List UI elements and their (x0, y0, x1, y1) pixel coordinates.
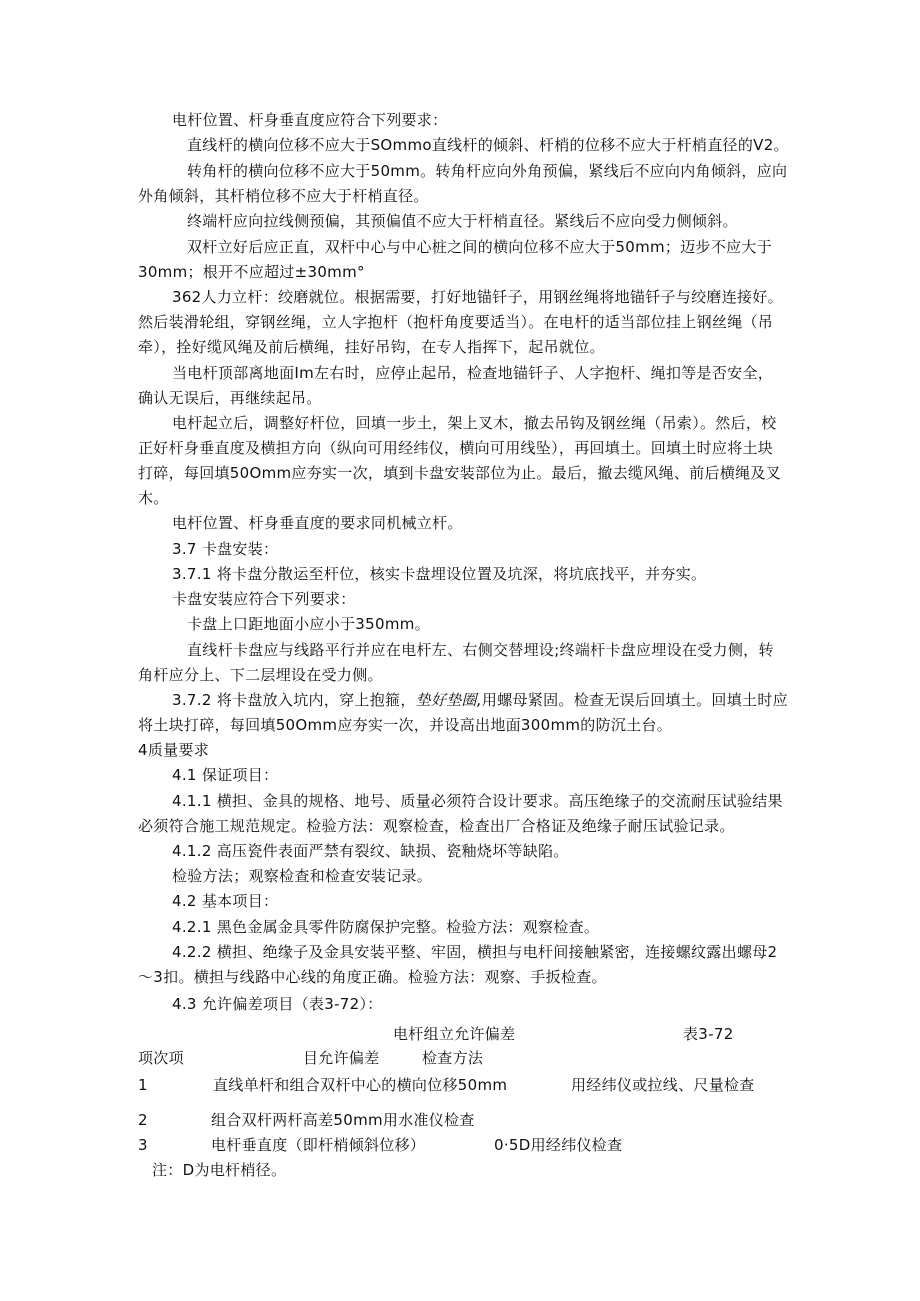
table-header-cell: 目允许偏差 (303, 1049, 380, 1067)
paragraph-line: 转角杆的横向位移不应大于50mm。转角杆应向外角预偏，紧线后不应向内角倾斜，应向 (187, 162, 788, 180)
section-heading: 4.3 允许偏差项目（表3-72）： (172, 995, 383, 1013)
paragraph-line: 直线杆的横向位移不应大于SOmmo直线杆的倾斜、杆梢的位移不应大于杆梢直径的V2。 (187, 136, 789, 154)
italic-text: 垫好垫圈, (415, 691, 482, 709)
paragraph-line: 双杆立好后应正直，双杆中心与中心桩之间的横向位移不应大于50mm；迈步不应大于 (187, 238, 773, 256)
paragraph-line: 木。 (138, 489, 169, 507)
paragraph-text: 3.7.2 将卡盘放入坑内，穿上抱箍， (172, 691, 416, 709)
table-header-cell: 项次项 (138, 1049, 184, 1067)
paragraph-line (172, 690, 788, 710)
paragraph-line: 4.1.1 横担、金具的规格、地号、质量必须符合设计要求。高压绝缘子的交流耐压试验结果 (172, 792, 783, 810)
paragraph-line: 4.2.2 横担、绝缘子及金具安装平整、牢固，横担与电杆间接触紧密，连接螺纹露出螺母2 (172, 943, 778, 961)
paragraph-line: ～3扣。横担与线路中心线的角度正确。检验方法：观察、手扳检查。 (138, 968, 607, 986)
paragraph-line: 确认无误后，再继续起吊。 (138, 389, 322, 407)
paragraph-line: 检验方法；观察检查和检查安装记录。 (172, 867, 433, 885)
table-cell-item: 直线单杆和组合双杆中心的横向位移50mm (213, 1076, 508, 1094)
paragraph-line: 打碎，每回填50Omm应夯实一次，填到卡盘安装部位为止。最后，撤去缆风绳、前后横绳及叉 (138, 464, 782, 482)
paragraph-line: 终端杆应向拉线侧预偏，其预偏值不应大于杆梢直径。紧线后不应向受力侧倾斜。 (187, 212, 738, 230)
table-title: 电杆组立允许偏差 (393, 1025, 516, 1043)
paragraph-line: 30mm；根开不应超过±30mm° (138, 263, 365, 281)
paragraph-line: 362人力立杆：绞磨就位。根据需要，打好地锚钎子，用钢丝绳将地锚钎子与绞磨连接好。 (172, 288, 783, 306)
paragraph-line: 4.2.1 黑色金属金具零件防腐保护完整。检验方法：观察检查。 (172, 918, 600, 936)
section-heading: 4.2 基本项目： (172, 892, 279, 910)
paragraph-line: 4.1.2 高压瓷件表面严禁有裂纹、缺损、瓷釉烧坏等缺陷。 (172, 842, 569, 860)
paragraph-line: 当电杆顶部离地面Im左右时，应停止起吊，检查地锚钎子、人字抱杆、绳扣等是否安全， (172, 364, 774, 382)
table-number: 表3-72 (683, 1025, 734, 1043)
table-cell-no: 3 (138, 1136, 148, 1154)
table-cell-item: 电杆垂直度（即杆梢倾斜位移） (211, 1136, 426, 1154)
table-cell-method: 用经纬仪或拉线、尺量检查 (571, 1076, 755, 1094)
paragraph-line: 外角倾斜，其杆梢位移不应大于杆梢直径。 (138, 187, 429, 205)
table-cell-item: 组合双杆两杆高差50mm用水准仪检查 (211, 1111, 475, 1129)
paragraph-line: 牵），拴好缆风绳及前后横绳，挂好吊钩，在专人指挥下，起吊就位。 (138, 338, 605, 356)
table-header-cell: 检查方法 (422, 1049, 484, 1067)
paragraph-line: 卡盘上口距地面小应小于350mm。 (187, 615, 430, 633)
paragraph-line: 电杆位置、杆身垂直度应符合下列要求： (172, 111, 448, 129)
paragraph-line: 电杆起立后，调整好杆位，回填一步土，架上叉木，撤去吊钩及钢丝绳（吊索）。然后，校 (172, 414, 777, 432)
section-heading: 4.1 保证项目： (172, 766, 279, 784)
paragraph-line: 正好杆身垂直度及横担方向（纵向可用经纬仪，横向可用线坠），再回填土。回填土时应将土块 (138, 439, 774, 457)
table-cell-no: 1 (138, 1076, 148, 1094)
section-heading: 3.7 卡盘安装： (172, 540, 279, 558)
paragraph-line: 角杆应分上、下二层埋设在受力侧。 (138, 666, 383, 684)
paragraph-text: 用螺母紧固。检查无误后回填土。回填土时应 (481, 691, 788, 709)
table-note: 注：D为电杆梢径。 (152, 1161, 287, 1179)
paragraph-line: 3.7.1 将卡盘分散运至杆位，核实卡盘埋设位置及坑深，将坑底找平，并夯实。 (172, 565, 707, 583)
table-cell-no: 2 (138, 1111, 148, 1129)
paragraph-line: 电杆位置、杆身垂直度的要求同机械立杆。 (172, 514, 463, 532)
section-heading: 4质量要求 (138, 741, 210, 759)
paragraph-line: 然后装滑轮组，穿钢丝绳，立人字抱杆（抱杆角度要适当）。在电杆的适当部位挂上钢丝绳（吊 (138, 313, 774, 331)
paragraph-line: 将土块打碎，每回填50Omm应夯实一次，并设高出地面300mm的防沉土台。 (138, 716, 673, 734)
paragraph-line: 卡盘安装应符合下列要求： (172, 590, 356, 608)
paragraph-line: 必须符合施工规范规定。检验方法：观察检查，检查出厂合格证及绝缘子耐压试验记录。 (138, 817, 735, 835)
table-cell-method: 0·5D用经纬仪检查 (494, 1136, 623, 1154)
paragraph-line: 直线杆卡盘应与线路平行并应在电杆左、右侧交替埋设;终端杆卡盘应埋设在受力侧，转 (187, 641, 774, 659)
